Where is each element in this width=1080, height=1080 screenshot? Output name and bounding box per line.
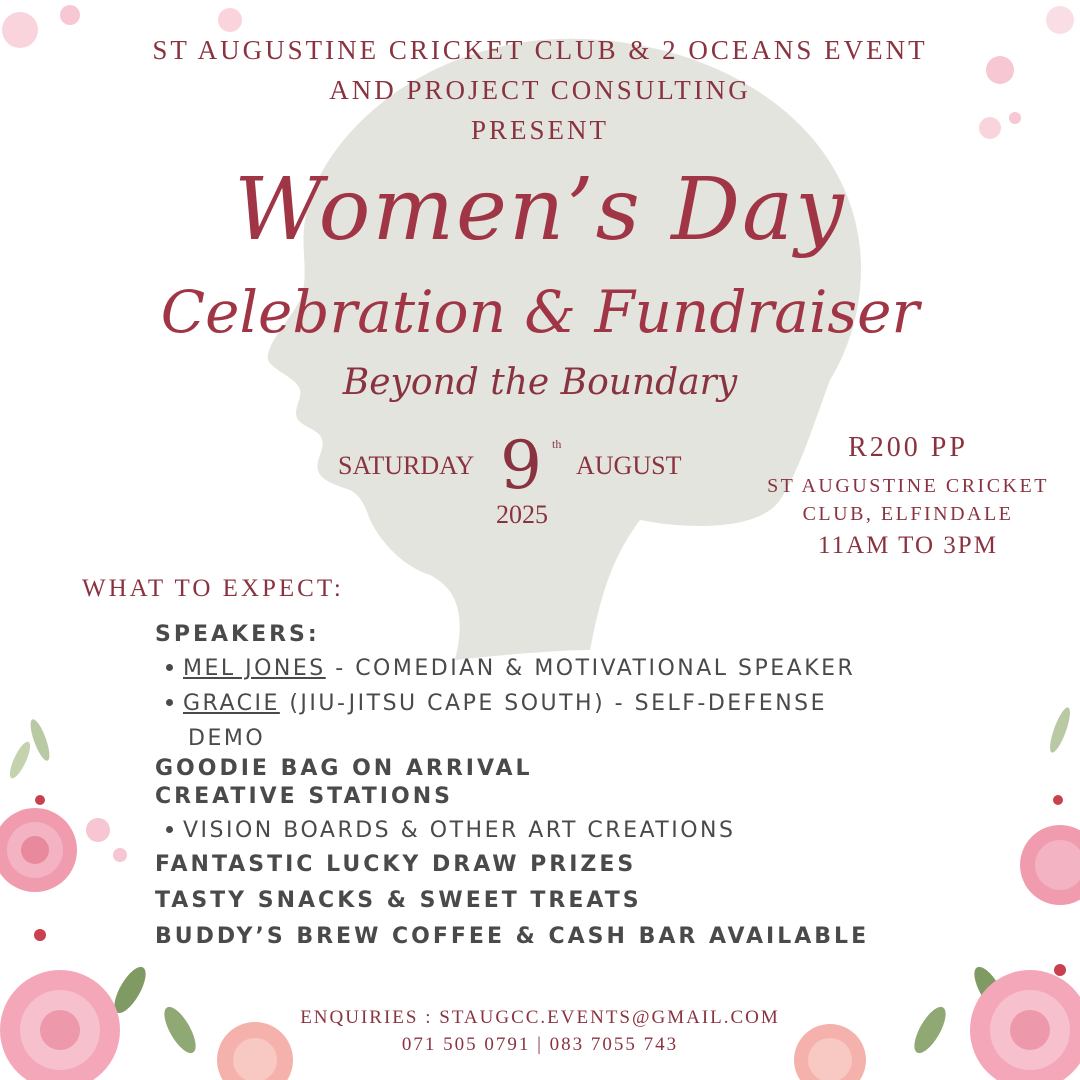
bullet-icon [166,699,173,706]
presenters-line-3: PRESENT [470,115,610,145]
speaker-2-name: GRACIE [183,691,280,716]
event-title: Women’s Day [234,160,846,260]
creative-sub-item [166,818,735,843]
lucky-draw-item: FANTASTIC LUCKY DRAW PRIZES [155,852,637,877]
date-suffix: th [552,437,562,451]
speaker-2-desc-continued: DEMO [188,726,266,751]
event-subtitle: Celebration & Fundraiser [160,278,920,346]
presenters-line-2: AND PROJECT CONSULTING [329,75,751,105]
snacks-item: TASTY SNACKS & SWEET TREATS [155,888,642,913]
date-month: AUGUST [576,451,682,480]
goodie-bag-item: GOODIE BAG ON ARRIVAL [155,756,533,781]
date-weekday: SATURDAY [338,451,475,480]
speaker-2-desc: (JIU-JITSU CAPE SOUTH) - SELF-DEFENSE [279,691,828,716]
bullet-icon [166,826,173,833]
event-tagline: Beyond the Boundary [342,362,738,403]
speaker-item-2 [166,691,827,716]
speaker-1-name: MEL JONES [183,656,326,681]
coffee-item: BUDDY’S BREW COFFEE & CASH BAR AVAILABLE [155,924,870,949]
presenters-line-1: ST AUGUSTINE CRICKET CLUB & 2 OCEANS EVENT [152,35,928,65]
creative-stations-item: CREATIVE STATIONS [155,784,453,809]
event-time: 11AM TO 3PM [818,532,998,559]
venue-line-1: ST AUGUSTINE CRICKET [767,475,1049,497]
venue [745,472,1071,528]
bullet-icon [166,664,173,671]
speakers-heading: SPEAKERS: [155,622,320,647]
date-day: 9 [500,427,542,504]
date-year: 2025 [496,500,548,529]
presenters-heading [0,30,1080,150]
speaker-item-1 [166,656,855,681]
ticket-price: R200 PP [848,432,968,463]
creative-sub-label: VISION BOARDS & OTHER ART CREATIONS [183,818,736,843]
venue-line-2: CLUB, ELFINDALE [802,503,1014,525]
expect-heading: WHAT TO EXPECT: [82,575,344,602]
enquiries-phone: 071 505 0791 | 083 7055 743 [401,1034,679,1055]
speaker-1-desc: - COMEDIAN & MOTIVATIONAL SPEAKER [325,656,856,681]
enquiries-email: ENQUIRIES : STAUGCC.EVENTS@GMAIL.COM [300,1007,780,1028]
